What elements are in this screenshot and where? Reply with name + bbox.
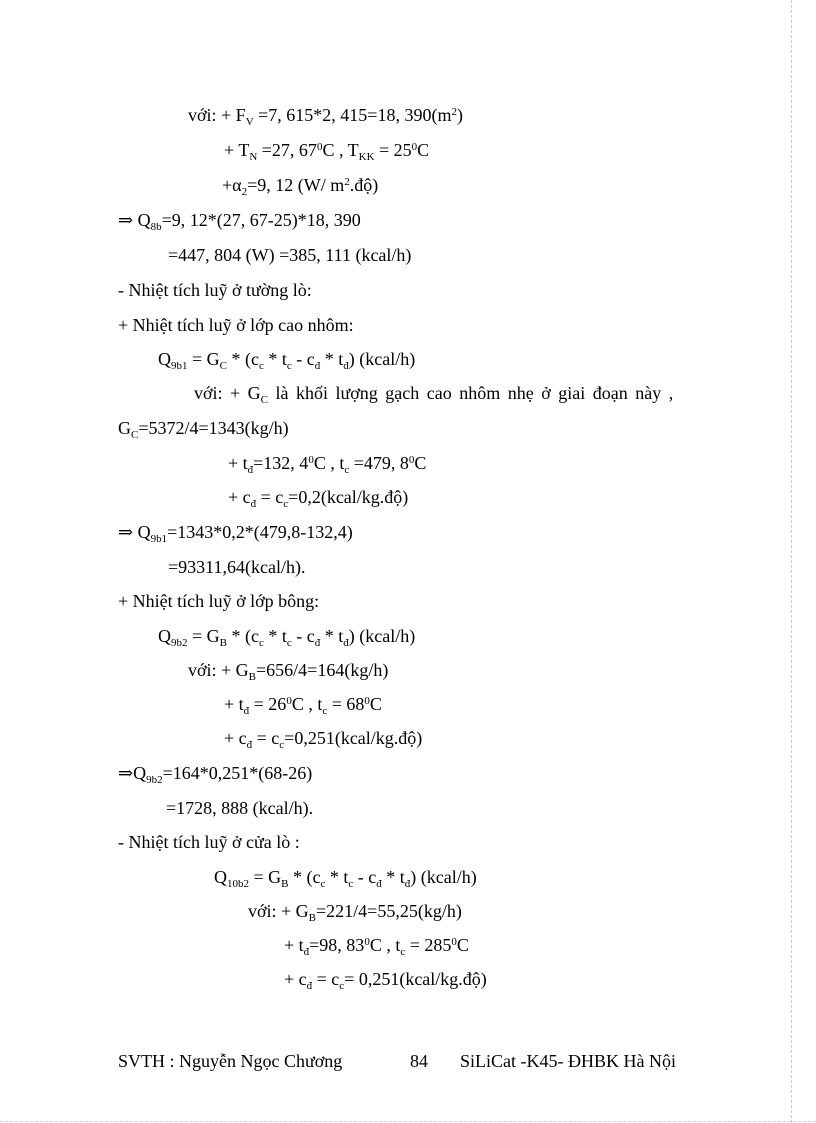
text-line: ⇒ $Q_{8b}=9$, 12*(27, 67-25)*18, 390 [118,210,361,233]
text-line: $Q_{9b1} = G_C * (c_c * t_c - c_đ * t_đ)$ (kcal/h) [158,349,416,372]
text-line: =447, 804 (W) =385, 111 (kcal/h) [168,245,412,265]
text-line: $\Rightarrow Q_{9b2}=164*0,251*(68-26)$ [118,763,313,786]
text-line: + Nhiệt tích luỹ ở lớp bông: [118,591,320,611]
text-line: $Q_{9b2} = G_B * (c_c * t_c - c_đ * t_đ)$ (kcal/h) [158,626,416,649]
page-border-bottom [0,1121,816,1122]
text-line: + $t_đ = 26^0C$ , $t_c = 68^0C$ [224,694,382,717]
text-line: $+\alpha_2=9$, 12 (W/ $m^2.độ$) [222,175,379,198]
text-line: + Nhiệt tích luỹ ở lớp cao nhôm: [118,315,354,335]
text-line: + $t_đ=132$, $4^0C$ , $t_c =479$, $8^0C$ [228,453,427,476]
text-line: =1728, 888 (kcal/h). [166,798,314,818]
text-line: =93311,64(kcal/h). [168,557,306,577]
footer-author: SVTH : Nguyễn Ngọc Chương [118,1051,343,1071]
text-line: với: + $G_C$ là khối lượng gạch cao nhôm nhẹ ở giai đoạn này , [194,383,674,406]
text-line: - Nhiệt tích luỹ ở tường lò: [118,280,312,300]
page-border-right [791,0,792,1123]
text-line: với: + $G_B=656/4=164(kg/h)$ [188,660,389,683]
footer-page-number: 84 [410,1051,428,1071]
text-line: - Nhiệt tích luỹ ở cửa lò : [118,832,300,852]
text-line: + $T_N =27$, $67^0C$ , $T_{KK} = 25^0C$ [224,140,430,163]
footer-institution: SiLiCat -K45- ĐHBK Hà Nội [460,1051,676,1071]
text-line: + $c_đ$ = $c_c=0,251(kcal/kg.độ)$ [224,728,423,751]
text-line: + $c_đ = c_c=$ 0,251(kcal/kg.độ) [284,969,487,992]
text-line: với: + $F_V =7$, 615*2, 415=18, $390(m^2)$ [188,105,463,128]
text-line: $Q_{10b2} = G_B * (c_c * t_c - c_đ * t_đ)$ (kcal/h) [214,867,477,890]
text-line: + $c_đ$ = $c_c=0,2(kcal/kg.độ)$ [228,487,409,510]
text-line: $G_C=5372/4=1343(kg/h)$ [118,418,289,441]
text-line: + $t_đ=98$, $83^0C$ , $t_c = 285^0C$ [284,935,469,958]
text-line: ⇒ $Q_{9b1}=1343*0,2*(479,8-132,4)$ [118,522,353,545]
text-line: với: + $G_B=221/4=55,25(kg/h)$ [248,901,462,924]
